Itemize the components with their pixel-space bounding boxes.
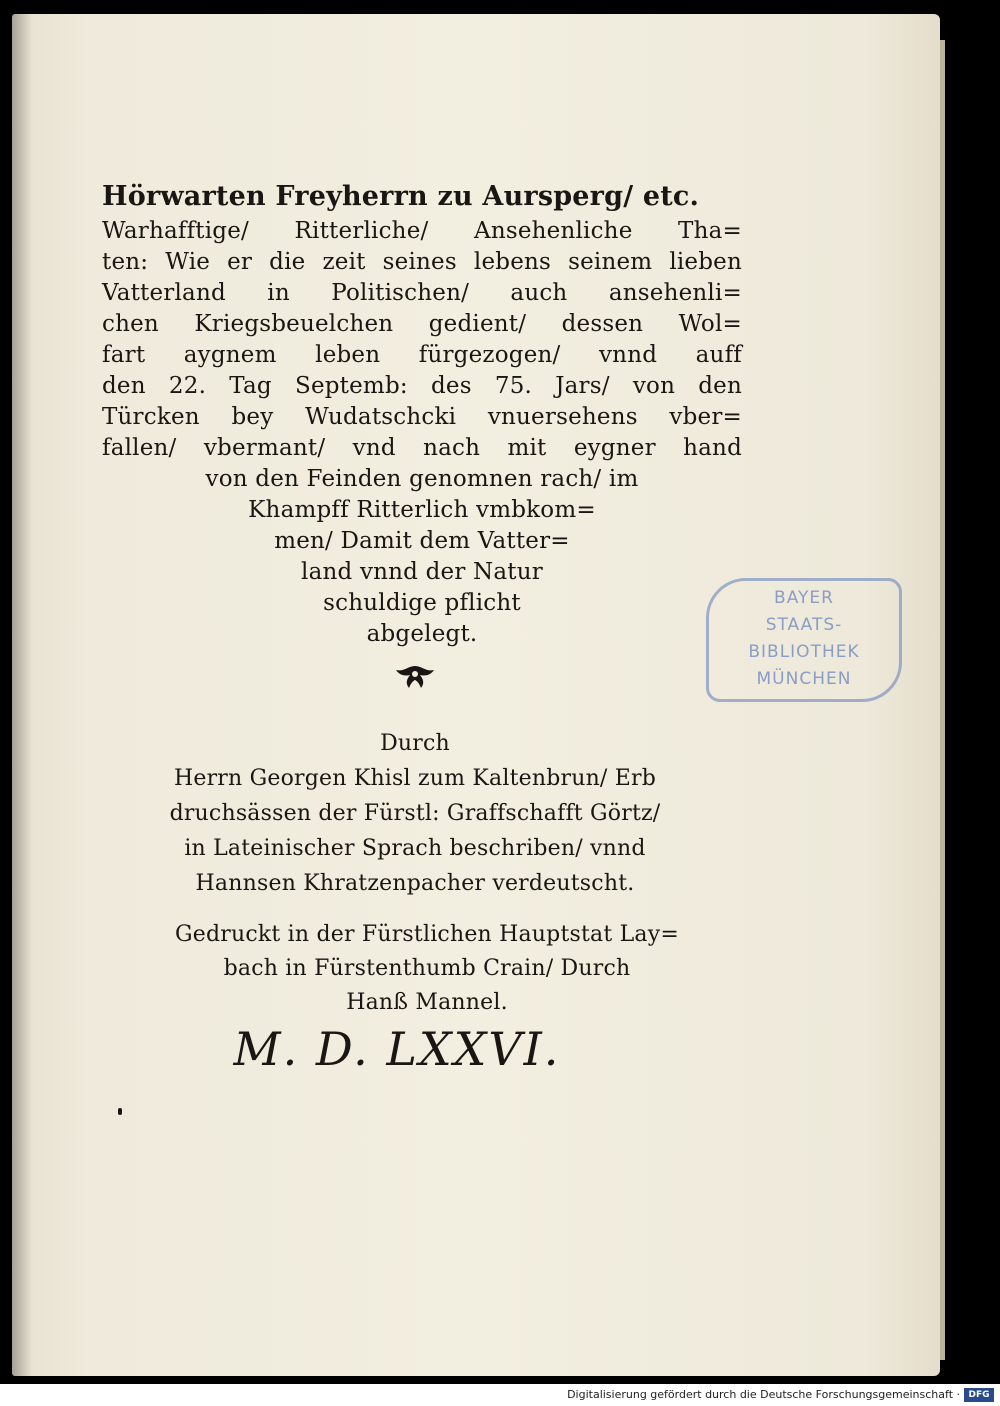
title-line: Hörwarten Freyherrn zu Aursperg/ etc.: [102, 181, 700, 212]
stamp-line: MÜNCHEN: [756, 669, 852, 689]
title-line: chen Kriegsbeuelchen gedient/ dessen Wol=: [102, 311, 742, 337]
title-line: fallen/ vbermant/ vnd nach mit eygner hand: [102, 435, 742, 461]
title-line: Khampff Ritterlich vmbkom=: [248, 497, 596, 523]
title-line: Vatterland in Politischen/ auch ansehenli=: [102, 280, 742, 306]
imprint-block: [112, 918, 742, 1020]
byline-line: Herrn Georgen Khisl zum Kaltenbrun/ Erb: [173, 766, 656, 791]
byline-line: Durch: [380, 731, 450, 756]
byline-line: in Lateinischer Sprach beschriben/ vnnd: [184, 836, 646, 861]
title-block: [102, 178, 742, 650]
imprint-line: Hanß Mannel.: [346, 990, 508, 1015]
title-line: fart aygnem leben fürgezogen/ vnnd auff: [102, 342, 742, 368]
byline-line: druchsässen der Fürstl: Graffschafft Görtz/: [169, 801, 661, 826]
title-line: men/ Damit dem Vatter=: [274, 528, 570, 554]
funding-notice: Digitalisierung gefördert durch die Deutsche Forschungsgemeinschaft ·: [567, 1388, 960, 1401]
page-edge: [940, 40, 945, 1360]
title-line: den 22. Tag Septemb: des 75. Jars/ von den: [102, 373, 742, 399]
title-line: abgelegt.: [366, 621, 478, 647]
fleuron-ornament-icon: [390, 662, 440, 692]
byline-line: Hannsen Khratzenpacher verdeutscht.: [195, 871, 635, 896]
library-stamp: [706, 578, 902, 702]
publication-year: M. D. LXXVI.: [233, 1022, 561, 1076]
stamp-line: BAYER: [774, 588, 834, 608]
gutter-shadow: [12, 14, 32, 1376]
title-line: ten: Wie er die zeit seines lebens seinem lieben: [102, 249, 742, 275]
title-line: von den Feinden genomnen rach/ im: [205, 466, 639, 492]
byline-block: [112, 726, 718, 901]
dfg-logo-icon[interactable]: DFG: [964, 1388, 994, 1402]
ink-speck: [118, 1108, 122, 1115]
stamp-line: STAATS-: [765, 615, 843, 635]
footer-bar: [0, 1384, 1000, 1406]
title-line: Türcken bey Wudatschcki vnuersehens vber=: [102, 404, 742, 430]
title-line: Warhafftige/ Ritterliche/ Ansehenliche Tha=: [102, 218, 742, 244]
imprint-line: Gedruckt in der Fürstlichen Hauptstat Lay=: [175, 922, 679, 947]
title-line: land vnnd der Natur: [301, 559, 543, 585]
stamp-line: BIBLIOTHEK: [748, 642, 860, 662]
imprint-line: bach in Fürstenthumb Crain/ Durch: [223, 956, 631, 981]
title-line: schuldige pflicht: [323, 590, 521, 616]
